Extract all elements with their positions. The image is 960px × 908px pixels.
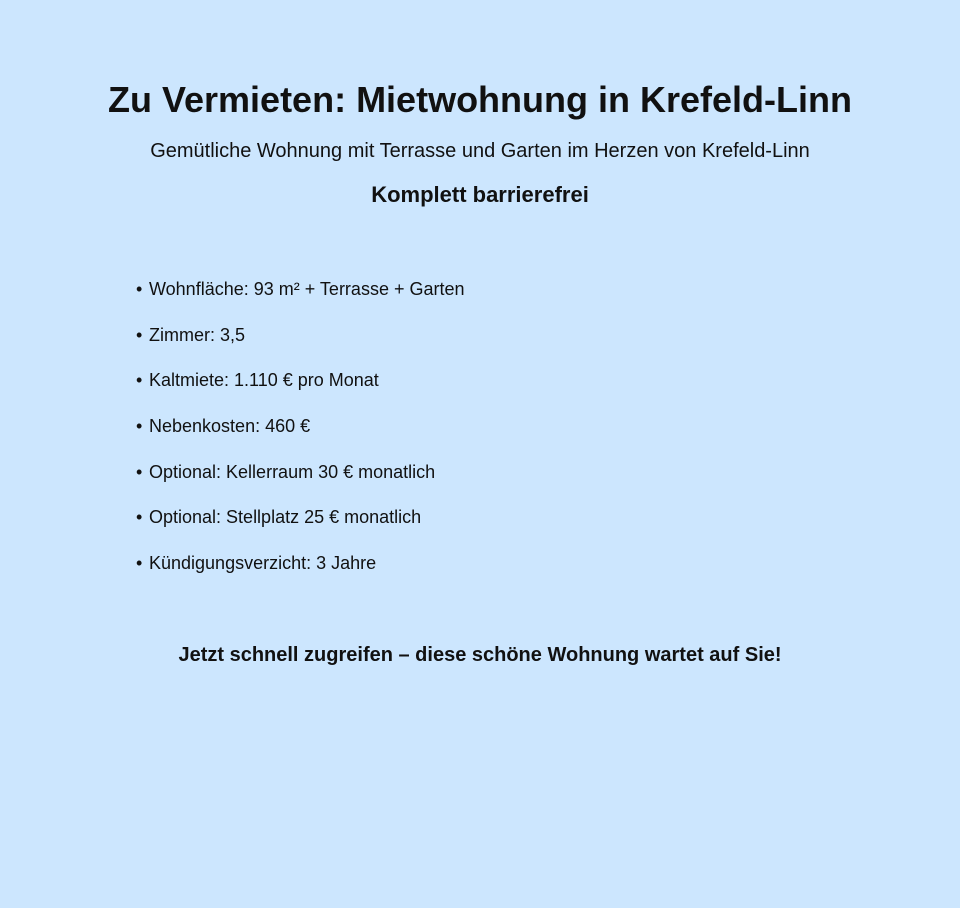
bullet-icon: • xyxy=(136,279,143,299)
feature-text: Optional: Kellerraum 30 € monatlich xyxy=(149,461,436,482)
bullet-icon: • xyxy=(136,507,143,528)
feature-list xyxy=(136,277,465,597)
feature-text: Kaltmiete: 1.110 € pro Monat xyxy=(149,370,379,391)
feature-text: Zimmer: 3,5 xyxy=(149,324,246,345)
bullet-icon: • xyxy=(136,416,143,437)
feature-item-parking xyxy=(136,505,465,529)
page-title: Zu Vermieten: Mietwohnung in Krefeld-Linn xyxy=(108,79,852,120)
feature-item-cold-rent xyxy=(136,368,465,392)
feature-text: Wohnfläche: 93 m² + Terrasse + Garten xyxy=(149,279,465,299)
bullet-icon: • xyxy=(136,461,143,482)
feature-text: Optional: Stellplatz 25 € monatlich xyxy=(149,507,422,528)
feature-text: Kündigungsverzicht: 3 Jahre xyxy=(149,553,377,574)
accessibility-tagline: Komplett barrierefrei xyxy=(371,182,589,207)
feature-item-living-area xyxy=(136,277,465,301)
bullet-icon: • xyxy=(136,324,143,345)
feature-item-additional-costs xyxy=(136,414,465,438)
bullet-icon: • xyxy=(136,553,143,574)
bullet-icon: • xyxy=(136,370,143,391)
feature-item-rooms xyxy=(136,323,465,347)
feature-item-notice-waiver xyxy=(136,551,465,575)
feature-item-cellar xyxy=(136,460,465,484)
feature-text: Nebenkosten: 460 € xyxy=(149,416,311,437)
call-to-action: Jetzt schnell zugreifen – diese schöne Wohnung wartet auf Sie! xyxy=(178,644,782,666)
page-subtitle: Gemütliche Wohnung mit Terrasse und Garten im Herzen von Krefeld-Linn xyxy=(150,140,810,162)
